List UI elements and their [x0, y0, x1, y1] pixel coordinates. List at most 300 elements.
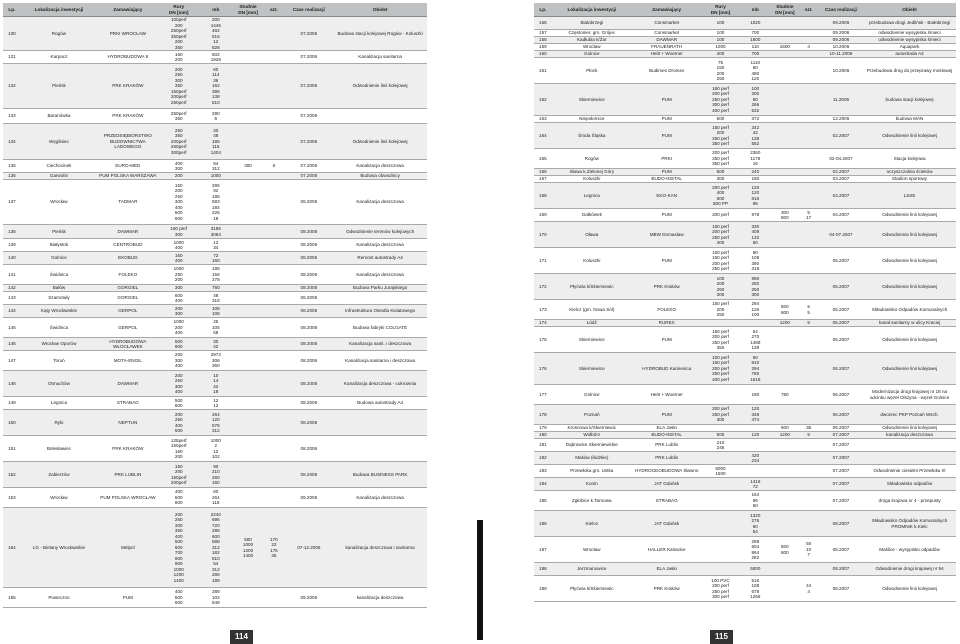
lp-cell: 150	[3, 410, 21, 436]
table-row	[534, 576, 956, 602]
lp-cell: 161	[539, 67, 547, 73]
count-cell	[263, 462, 284, 488]
client-cell: PRK Lublin	[632, 452, 702, 465]
date-cell: 08.2006	[284, 371, 333, 397]
date-cell: 12.2006	[832, 116, 850, 122]
count-cell	[799, 478, 819, 491]
pipes-cell: 150 200 250 300 400 500 600	[174, 182, 183, 221]
date-cell: 04.2007	[832, 212, 850, 218]
table-row	[534, 478, 956, 491]
pipes-cell: 200 perf 250 perf 300	[702, 405, 740, 425]
pipes-cell: 1000 400	[173, 239, 184, 250]
location-cell: Legnica	[552, 183, 632, 209]
lp-cell: 186	[534, 511, 552, 537]
count-cell	[799, 452, 819, 465]
length-cell	[739, 320, 771, 327]
length-cell: 90 108 390 318	[751, 249, 760, 271]
object-cell: odwodnienie wysypiska śmieci	[863, 37, 956, 44]
pipes-cell: 100perf 200 250perf 350perf 200 350	[159, 17, 199, 51]
lp-cell: 156	[534, 17, 552, 30]
wells-cell	[771, 30, 798, 37]
location-cell: Środa Śląska	[552, 123, 632, 149]
wells-cell	[771, 491, 798, 511]
date-cell: 08.2006	[284, 338, 333, 351]
client-cell: FRAUENRATH	[651, 44, 683, 50]
length-cell: 420 234	[739, 452, 771, 465]
location-cell: Wrocław Oporów	[21, 338, 97, 351]
client-header: Zamawiający	[97, 3, 158, 17]
table-row	[3, 64, 427, 109]
lp-cell: 169	[539, 212, 547, 218]
object-cell: Kanalizacja deszczowa	[356, 163, 404, 169]
count-cell	[799, 123, 819, 149]
length-cell: 2972 306 360	[210, 352, 221, 369]
lp-cell: 142	[3, 285, 21, 292]
object-cell: Budowa obwodnicy	[333, 173, 427, 180]
object-cell: Odwodnienie linii kolejowej	[882, 585, 937, 591]
count-cell	[263, 173, 284, 180]
wells-cell: 500 800	[781, 544, 789, 555]
lp-cell: 159	[539, 44, 547, 50]
table-row	[534, 563, 956, 576]
table-row	[534, 452, 956, 465]
count-cell: 5 5	[807, 304, 810, 315]
location-cell: Pieńsk	[21, 225, 97, 239]
object-cell: Kanalizacja sanitarna	[358, 54, 402, 60]
count-cell: 44 4	[806, 583, 812, 594]
pipes-header: Rury DN [mm]	[702, 3, 740, 17]
object-cell: Maślice - wysypisko odpadów	[879, 546, 940, 552]
date-cell: 09.2006	[832, 30, 850, 36]
pipes-cell	[702, 452, 740, 465]
object-cell: Odwodnienie drogi krajowej nr 94	[863, 563, 956, 576]
table-row	[534, 432, 956, 439]
location-cell: Dąbrowice Skierniewickie	[565, 442, 618, 448]
length-cell: 294 126 100	[751, 301, 760, 318]
pipes-cell: 150 perf 200 perf 250 perf 400	[702, 222, 740, 248]
wells-cell	[771, 58, 798, 84]
wells-cell	[771, 222, 798, 248]
pipes-cell: 200 250 300 350 150perf 200perf 250perf	[159, 64, 199, 109]
table-row	[3, 51, 427, 64]
table-row	[534, 209, 956, 222]
date-cell: 07.2006	[300, 54, 318, 60]
table-row	[534, 405, 956, 425]
date-cell: 07.2007	[819, 432, 863, 439]
page-number-right: 115	[710, 630, 733, 644]
wells-cell	[771, 37, 798, 44]
length-cell: 288 102 648	[211, 589, 220, 606]
date-cell: 07.2006	[300, 113, 318, 119]
pipes-cell: 160 400	[159, 252, 199, 265]
client-cell: RUREX	[632, 320, 702, 327]
pipes-cell: 150 perf 200 250 perf 350 perf	[702, 123, 740, 149]
object-cell: Budowa Parku Jurajskiego	[333, 285, 427, 292]
date-cell: 05.2007	[832, 257, 850, 263]
pipes-cell: 200 250 300 400	[159, 371, 199, 397]
lp-cell: 182	[534, 452, 552, 465]
client-cell: EURO-MED	[115, 163, 141, 169]
location-header: Lokalizacja inwestycji	[21, 3, 97, 17]
location-cell: Niepołomice	[579, 116, 605, 122]
table-row	[3, 410, 427, 436]
page-number-left: 114	[230, 630, 253, 644]
location-cell: Pieńsk	[21, 64, 97, 109]
date-cell: 08.2007	[819, 511, 863, 537]
wells-cell: 1200	[771, 320, 798, 327]
object-cell: Budowa stacji kolejowej Rogów - Koluszki	[333, 17, 427, 51]
lp-cell: 137	[8, 199, 16, 205]
object-cell: budowa MAN	[895, 116, 924, 122]
date-header: Czas realizacji	[819, 3, 863, 17]
count-cell	[263, 225, 284, 239]
length-cell: 110	[751, 44, 759, 50]
count-cell	[799, 222, 819, 248]
count-cell: 6	[272, 163, 276, 169]
lp-cell: 138	[3, 225, 21, 239]
count-cell	[799, 439, 819, 452]
wells-cell	[233, 305, 264, 318]
lp-cell: 177	[539, 391, 547, 397]
wells-cell	[233, 225, 264, 239]
location-cell: Zabierzów	[21, 462, 97, 488]
wells-cell: 600	[781, 425, 789, 431]
date-cell: 07.2006	[284, 17, 333, 51]
date-cell: 08.2006	[284, 462, 333, 488]
date-cell: 04-07.2007	[819, 222, 863, 248]
date-cell: 07.2007	[819, 452, 863, 465]
object-cell: Budowa BUSINESS PARK	[333, 462, 427, 488]
date-cell: 05.2007	[819, 320, 863, 327]
client-cell: PUM	[632, 123, 702, 149]
date-cell: 08.2006	[300, 357, 318, 363]
object-cell: droga krajowa nr 4 - przepusty	[878, 497, 941, 503]
count-cell	[263, 436, 284, 462]
date-cell: 08.2006	[300, 271, 318, 277]
date-cell: 09.2006	[300, 494, 318, 500]
lp-cell: 160	[534, 51, 552, 58]
pipes-cell: 200 300 400	[174, 352, 183, 369]
location-cell: Jerzmanowice	[552, 563, 632, 576]
lp-cell: 180	[534, 432, 552, 439]
location-cell: Garwolin	[21, 173, 97, 180]
date-cell: 07.2007	[819, 478, 863, 491]
date-cell: 06.2007	[832, 391, 850, 397]
wells-cell: 1600	[779, 44, 790, 50]
date-cell: 03.2007	[832, 176, 850, 182]
left-table-body	[3, 17, 427, 608]
lp-cell: 130	[3, 17, 21, 51]
pipes-cell: 150 200 150perf 200perf	[159, 462, 199, 488]
client-cell: PUM	[661, 116, 672, 122]
object-cell: budowa stacji kolejowej	[863, 84, 956, 116]
length-cell	[739, 439, 771, 452]
length-cell: 1110 60 480 120	[750, 59, 761, 81]
date-cell: 07.2006	[284, 124, 333, 160]
pipes-cell	[702, 537, 740, 563]
length-cell: 1020	[739, 17, 771, 30]
count-cell	[799, 183, 819, 209]
pipes-cell: 100	[716, 30, 725, 36]
client-cell: PRK LUBLIN	[97, 462, 158, 488]
pipes-cell: 500	[702, 169, 740, 176]
pipes-header: Rury DN [mm]	[159, 3, 199, 17]
date-cell: 10.2006	[832, 67, 850, 73]
client-cell: PRK KRAKÓW	[112, 113, 144, 119]
length-cell: 700	[739, 51, 771, 58]
count-cell	[799, 511, 819, 537]
object-cell: dworzec PKP Poznań Wsch.	[863, 405, 956, 425]
client-cell: HYDROBUD Kamienica	[632, 353, 702, 385]
length-cell: 342 42 138 552	[739, 123, 771, 149]
table-row	[3, 318, 427, 338]
length-cell: 330 408 132 60	[739, 222, 771, 248]
pipes-cell: 100 PVC 200 perf 250 perf 300 perf	[711, 577, 730, 599]
pipes-cell: 200 perf 400 600 800 PP	[702, 183, 740, 209]
wells-cell	[233, 397, 264, 410]
location-cell: Szamotuły	[48, 295, 70, 301]
pipes-cell: 200	[159, 173, 199, 180]
table-row	[3, 252, 427, 265]
lp-cell: 149	[8, 400, 16, 406]
location-cell: Kielce	[552, 511, 632, 537]
client-cell: GORGIEL	[117, 295, 139, 301]
lp-cell: 140	[3, 252, 21, 265]
length-cell: 5000	[739, 563, 771, 576]
object-cell: Kanalizacja sanitarna i deszczowa	[345, 357, 416, 363]
wells-cell	[771, 17, 798, 30]
date-cell: 08.2006	[300, 324, 318, 330]
location-cell: Golnice	[21, 252, 97, 265]
object-cell: kanalizacja deszczowa	[863, 432, 956, 439]
client-cell: PRK Lublin	[655, 442, 679, 448]
object-cell: Odwodnienie linii kolejowej	[863, 274, 956, 300]
object-cell: Odwodnienie linii kolejowej	[863, 123, 956, 149]
lp-cell: 176	[534, 353, 552, 385]
wells-cell	[771, 439, 798, 452]
location-cell: LG - Bielany Wrocławskie	[21, 508, 97, 588]
object-cell: Kanalizacja sanit. i deszczowa	[333, 338, 427, 351]
object-cell: Składowisko Odpadów Komunalnych PROMNIK k.Kielc	[863, 511, 956, 537]
wells-cell	[771, 116, 798, 123]
count-cell	[799, 248, 819, 274]
client-cell: Melpol	[97, 508, 158, 588]
location-cell: Ryki	[21, 410, 97, 436]
client-cell: FOLEKO	[118, 271, 138, 277]
date-cell: 07.2006	[300, 163, 318, 169]
pipes-cell: 1000 200 400	[173, 319, 184, 336]
table-row	[534, 327, 956, 353]
length-cell: 60 264 118	[211, 489, 220, 506]
client-cell: PRKI	[661, 155, 673, 161]
pipes-cell: 500	[716, 116, 725, 122]
table-row	[3, 436, 427, 462]
pipes-cell	[702, 511, 740, 537]
table-row	[3, 305, 427, 318]
table-row	[3, 508, 427, 588]
lp-cell: 168	[534, 183, 552, 209]
wells-cell	[771, 405, 798, 425]
table-row	[534, 465, 956, 478]
length-header: mb	[739, 3, 771, 17]
wells-cell	[771, 274, 798, 300]
count-cell	[799, 58, 819, 84]
lp-cell: 189	[539, 585, 547, 591]
object-cell: Budowa fabryki COLGATE	[352, 324, 408, 330]
date-cell: 07.2006	[284, 173, 333, 180]
client-cell: GERPOL	[118, 324, 138, 330]
table-row	[534, 176, 956, 183]
client-cell: PUM	[632, 84, 702, 116]
table-row	[534, 320, 956, 327]
table-row	[3, 225, 427, 239]
client-cell: GERPOL	[97, 305, 158, 318]
date-cell: 11.2006	[819, 84, 863, 116]
table-row	[3, 265, 427, 285]
pipes-cell: 200 250 400 500	[159, 410, 199, 436]
length-cell: 1600	[739, 37, 771, 44]
table-row	[3, 351, 427, 371]
table-row	[534, 30, 956, 37]
table-row	[534, 169, 956, 176]
lp-cell: 152	[3, 462, 21, 488]
lp-cell: 167	[539, 176, 547, 182]
count-cell	[263, 318, 284, 338]
date-cell: 08.2007	[832, 546, 850, 552]
wells-cell	[233, 124, 264, 160]
location-cell: Białobrzegi	[552, 17, 632, 30]
client-cell: STRABAG	[116, 400, 139, 406]
table-row	[3, 462, 427, 488]
lp-cell: 141	[8, 271, 16, 277]
location-cell: Częstonier, gm. Grójec	[568, 30, 616, 36]
table-row	[534, 44, 956, 51]
lp-cell: 139	[8, 242, 16, 248]
count-cell	[263, 285, 284, 292]
lp-cell: 158	[534, 37, 552, 44]
count-cell: 170 22 175 35	[263, 508, 284, 588]
client-header: Zamawiający	[632, 3, 702, 17]
lp-cell: 143	[8, 295, 16, 301]
count-cell	[799, 169, 819, 176]
client-cell: STRABAG	[655, 497, 678, 503]
table-row	[3, 239, 427, 252]
pipes-cell: 400 500 600	[174, 589, 183, 606]
lp-cell: 170	[534, 222, 552, 248]
wells-cell	[771, 576, 798, 602]
length-cell: 12 34	[213, 239, 219, 250]
table-row	[534, 123, 956, 149]
wells-cell	[233, 265, 264, 285]
location-cell: Krosnowa k/Skierniewic	[567, 425, 617, 431]
location-cell: Wołbórz	[552, 432, 632, 439]
client-cell: PUM	[661, 212, 672, 218]
count-cell	[263, 338, 284, 351]
date-cell: 08.2006	[300, 199, 318, 205]
client-cell: MBW Domaslaw	[632, 222, 702, 248]
lp-header: Lp.	[3, 3, 21, 17]
table-row	[534, 58, 956, 84]
count-cell: 50 10 7	[806, 541, 812, 558]
pipes-cell: 600 400	[174, 292, 183, 303]
length-cell: 1320 276 60 54	[739, 511, 771, 537]
lp-cell: 151	[8, 445, 16, 451]
count-cell	[263, 371, 284, 397]
pipes-cell: 200 250 300 350 400 500 600 700 800 900 1000 1200 1400	[159, 508, 199, 588]
table-row	[534, 353, 956, 385]
wells-cell	[233, 371, 264, 397]
location-cell: Rogów	[21, 17, 97, 51]
length-cell: 90 210 260 160	[199, 462, 233, 488]
client-cell: Consmarket	[632, 17, 702, 30]
count-cell	[799, 176, 819, 183]
count-cell	[799, 17, 819, 30]
count-cell	[263, 239, 284, 252]
wells-cell	[771, 327, 798, 353]
date-cell: 08.2006	[300, 295, 318, 301]
pipes-cell: 300	[716, 176, 725, 182]
object-header: Obiekt	[863, 3, 956, 17]
count-cell	[799, 37, 819, 44]
location-cell: Toruń	[53, 357, 65, 363]
object-cell: Aquapark	[899, 44, 920, 50]
lp-cell: 148	[3, 371, 21, 397]
location-cell: Skierniewice	[552, 353, 632, 385]
client-cell: HYDROBUDOWA WŁOCŁAWEK	[97, 338, 158, 351]
object-cell: oczyszczalnia ścieków	[863, 169, 956, 176]
pipes-cell	[702, 385, 740, 405]
location-cell: Kielcz (gm. Nowa Sól)	[569, 306, 615, 312]
location-cell: Świdnica	[49, 271, 69, 277]
table-row	[534, 425, 956, 432]
location-cell: Białystok	[49, 242, 69, 248]
object-cell: Kanalizacja deszczowa	[356, 271, 404, 277]
left-investments-table	[3, 3, 427, 608]
lp-cell: 131	[8, 54, 16, 60]
object-cell: Kanalizacja deszczowa - cukrownia	[333, 371, 427, 397]
date-cell: 02.2007	[819, 169, 863, 176]
pipes-cell: 150 perf 200 250	[712, 301, 729, 318]
count-cell	[263, 17, 284, 51]
date-cell: 05.2007	[832, 306, 850, 312]
lp-cell: 184	[534, 478, 552, 491]
count-cell	[799, 327, 819, 353]
object-cell	[333, 109, 427, 124]
table-row	[3, 173, 427, 180]
date-cell: 08.2006	[284, 305, 333, 318]
object-cell: Składowisko Odpadów Komunalnych	[871, 306, 948, 312]
location-cell: Ciechocinek	[46, 163, 72, 169]
location-cell: Maków (łódzkie)	[552, 452, 632, 465]
pipes-cell: 500 600	[159, 338, 199, 351]
location-cell: Skierniewice	[578, 336, 605, 342]
length-cell: 186 156 278	[211, 266, 220, 283]
wells-cell	[233, 292, 264, 305]
count-cell	[263, 265, 284, 285]
date-cell: 08.2006	[284, 285, 333, 292]
object-cell: Stadion sportowy	[891, 176, 928, 182]
lp-cell: 163	[539, 116, 547, 122]
object-cell: kanalizacja deszczowa	[356, 594, 404, 600]
location-cell: Legnica	[50, 400, 67, 406]
pipes-cell	[702, 478, 740, 491]
location-cell: Wrocław	[50, 494, 68, 500]
date-cell: 02.2007	[819, 123, 863, 149]
length-cell: 164 96 60	[751, 492, 760, 509]
client-cell: PRKI WROCŁAW	[97, 17, 158, 51]
count-cell	[263, 488, 284, 508]
object-cell: Odwodnienie linii kolejowej	[863, 353, 956, 385]
